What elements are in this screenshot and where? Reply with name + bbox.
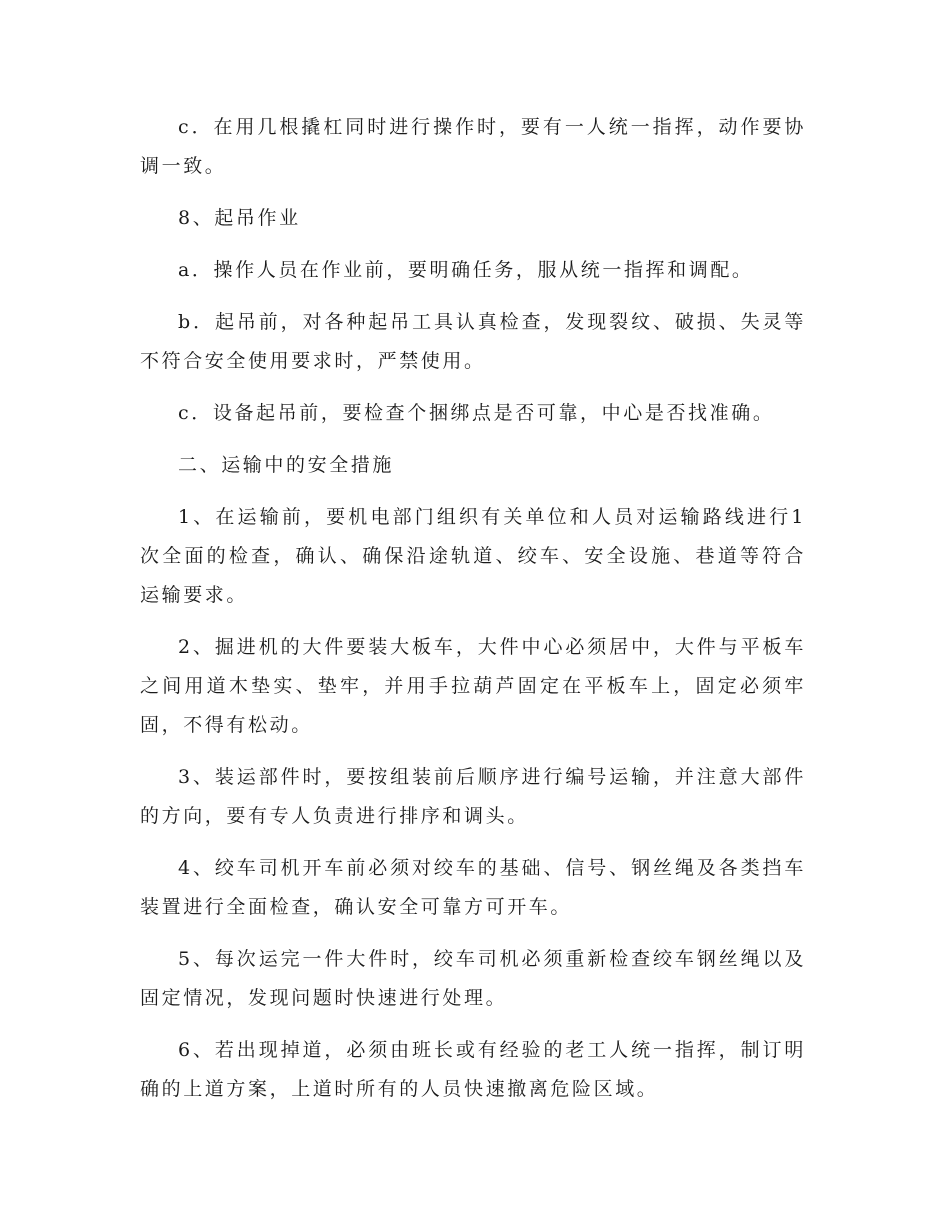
paragraph-transport-3: 3、装运部件时，要按组装前后顺序进行编号运输，并注意大部件的方向，要有专人负责进行排序和调头。 xyxy=(140,766,806,827)
document-page xyxy=(140,108,806,1122)
paragraph-lifting-b: b．起吊前，对各种起吊工具认真检查，发现裂纹、破损、失灵等不符合安全使用要求时，严禁使用。 xyxy=(140,311,806,372)
paragraph-transport-5: 5、每次运完一件大件时，绞车司机必须重新检查绞车钢丝绳以及固定情况，发现问题时快速进行处理。 xyxy=(140,948,806,1009)
paragraph-transport-1: 1、在运输前，要机电部门组织有关单位和人员对运输路线进行1次全面的检查，确认、确保沿途轨道、绞车、安全设施、巷道等符合运输要求。 xyxy=(140,506,806,606)
paragraph-transport-2: 2、掘进机的大件要装大板车，大件中心必须居中，大件与平板车之间用道木垫实、垫牢，并用手拉葫芦固定在平板车上，固定必须牢固，不得有松动。 xyxy=(140,636,806,736)
paragraph-transport-6: 6、若出现掉道，必须由班长或有经验的老工人统一指挥，制订明确的上道方案，上道时所有的人员快速撤离危险区域。 xyxy=(140,1039,806,1100)
paragraph-transport-4: 4、绞车司机开车前必须对绞车的基础、信号、钢丝绳及各类挡车装置进行全面检查，确认安全可靠方可开车。 xyxy=(140,857,806,918)
paragraph-lifting-c: c．设备起吊前，要检查个捆绑点是否可靠，中心是否找准确。 xyxy=(178,402,775,424)
section-heading-transport-safety: 二、运输中的安全措施 xyxy=(178,454,395,476)
paragraph-crowbar-coordination: c．在用几根撬杠同时进行操作时，要有一人统一指挥，动作要协调一致。 xyxy=(140,116,806,177)
section-heading-lifting: 8、起吊作业 xyxy=(178,207,301,229)
paragraph-lifting-a: a．操作人员在作业前，要明确任务，服从统一指挥和调配。 xyxy=(178,259,754,281)
